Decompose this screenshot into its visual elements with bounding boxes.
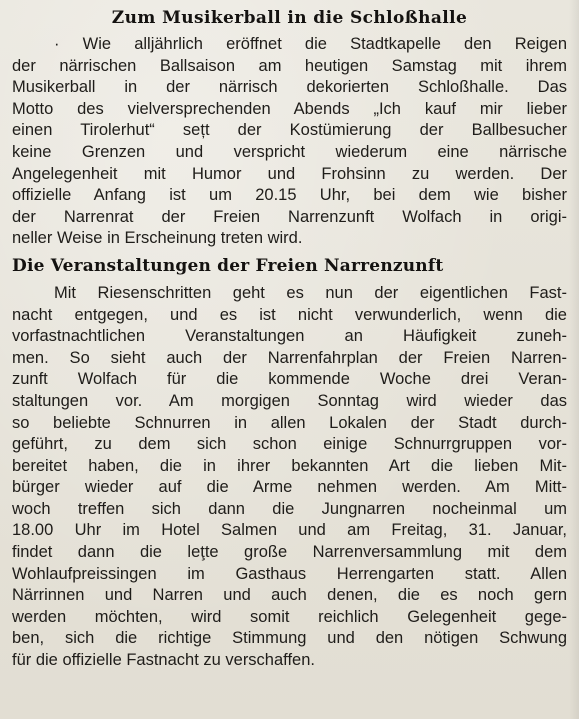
text-line: findet dann die leţte große Narrenversammlung mit dem bbox=[12, 543, 567, 562]
text-line: geführt, zu dem sich schon einige Schnurrgruppen vor- bbox=[12, 435, 567, 454]
text-line: der Narrenrat der Freien Narrenzunft Wolfach in origi- bbox=[12, 207, 567, 226]
text-line: Mit Riesenschritten geht es nun der eigentlichen Fast- bbox=[54, 283, 567, 302]
page-edge-shadow bbox=[569, 0, 579, 719]
text-line: nacht entgegen, und es ist nicht verwunderlich, wenn die bbox=[12, 305, 567, 324]
text-line: 18.00 Uhr im Hotel Salmen und am Freitag, 31. Januar, bbox=[12, 521, 567, 540]
text-line: einen Tirolerhut“ sețt der Kostümierung der Ballbesucher bbox=[12, 121, 567, 140]
text-line: vorfastnachtlichen Veranstaltungen an Häufigkeit zuneh- bbox=[12, 327, 567, 346]
text-line: so beliebte Schnurren in allen Lokalen der Stadt durch- bbox=[12, 413, 567, 432]
text-line: woch treffen sich dann die Jungnarren nocheinmal um bbox=[12, 499, 567, 518]
article-musikerball-body bbox=[12, 34, 567, 250]
headline-veranstaltungen: Die Veranstaltungen der Freien Narrenzunft bbox=[12, 255, 444, 276]
text-line: staltungen vor. Am morgigen Sonntag wird wieder das bbox=[12, 391, 567, 410]
text-line: Wohlaufpreissingen im Gasthaus Herrengarten statt. Allen bbox=[12, 564, 567, 583]
text-line: werden möchten, wird somit reichlich Gelegenheit gege- bbox=[12, 607, 567, 626]
text-line: der närrischen Ballsaison am heutigen Samstag mit ihrem bbox=[12, 56, 567, 75]
article-veranstaltungen-body bbox=[12, 283, 567, 672]
headline-musikerball: Zum Musikerball in die Schloßhalle bbox=[111, 8, 468, 28]
text-line: · Wie alljährlich eröffnet die Stadtkapelle den Reigen bbox=[54, 35, 567, 53]
text-line: ben, sich die richtige Stimmung und den nötigen Schwung bbox=[12, 629, 567, 648]
text-line: Angelegenheit mit Humor und Frohsinn zu werden. Der bbox=[12, 164, 567, 183]
text-line: offizielle Anfang ist um 20.15 Uhr, bei dem wie bisher bbox=[12, 186, 567, 205]
text-line: Musikerball in der närrisch dekorierten Schloßhalle. Das bbox=[12, 78, 567, 97]
text-line: neller Weise in Erscheinung treten wird. bbox=[12, 229, 303, 248]
text-line: bürger wieder auf die Arme nehmen werden. Am Mitt- bbox=[12, 478, 567, 497]
text-line: Motto des vielversprechenden Abends „Ich kauf mir lieber bbox=[12, 99, 567, 118]
text-line: für die offizielle Fastnacht zu verschaffen. bbox=[12, 651, 315, 670]
text-line: men. So sieht auch der Narrenfahrplan der Freien Narren- bbox=[12, 348, 567, 367]
text-line: keine Grenzen und verspricht wiederum eine närrische bbox=[12, 142, 567, 161]
text-line: bereitet haben, die in ihrer bekannten Art die lieben Mit- bbox=[12, 456, 567, 475]
text-line: Närrinnen und Narren und auch denen, die es noch gern bbox=[12, 586, 567, 605]
text-line: zunft Wolfach für die kommende Woche drei Veran- bbox=[12, 370, 567, 389]
